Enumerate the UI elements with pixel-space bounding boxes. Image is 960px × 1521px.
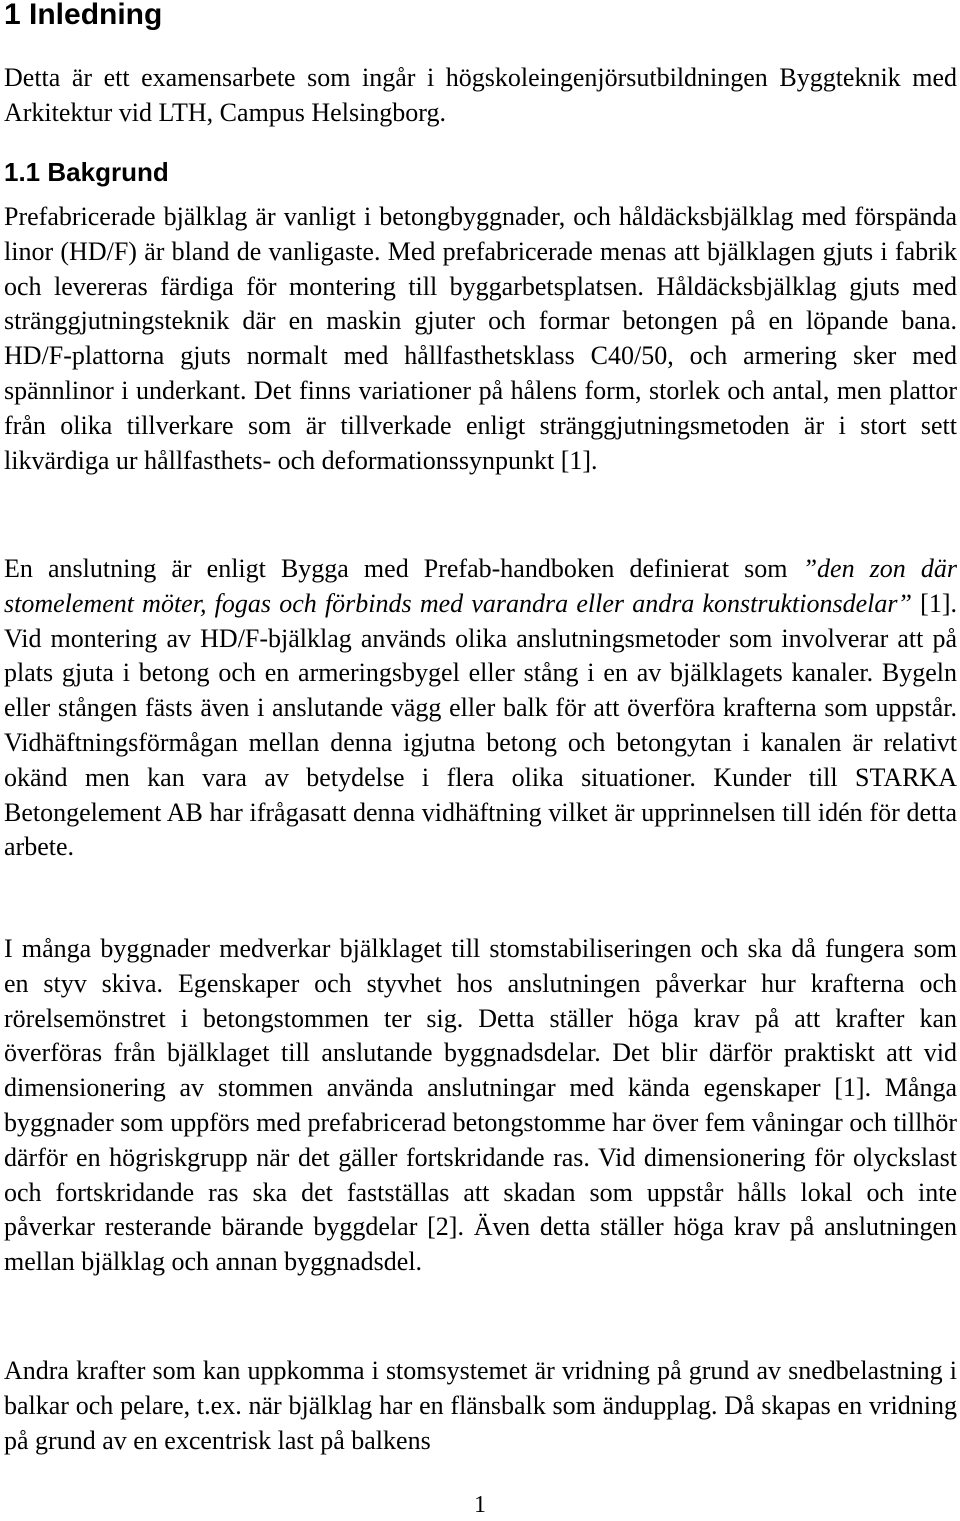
background-paragraph: Prefabricerade bjälklag är vanligt i betongbyggnader, och håldäcksbjälklag med förspända linor (HD/F) är bland de vanligaste. Med prefabricerade menas att bjälklagen gjuts i fabrik och levereras färdiga för montering till byggarbetsplatsen. Håldäcksbjälklag gjuts med stränggjutningsteknik där en maskin gjuter och formar betongen på en löpande bana. HD/F-plattorna gjuts normalt med hållfasthetsklass C40/50, och armering sker med spännlinor i underkant. Det finns variationer på hålens form, storlek och antal, men plattor från olika tillverkare som är tillverkade enligt stränggjutningsmetoden är i stort sett likvärdiga ur hållfasthets- och deformationssynpunkt [1]. [4,202,957,475]
stabilization-paragraph: I många byggnader medverkar bjälklaget till stomstabiliseringen och ska då fungera som en styv skiva. Egenskaper och styvhet hos anslutningen påverkar hur krafterna och rörelsemönstret i betongstommen ter sig. Detta ställer höga krav på att krafter kan överföras från bjälklaget till anslutande byggnadsdelar. Det blir därför praktiskt att vid dimensionering av stommen använda anslutningar med kända egenskaper [1]. Många byggnader som uppförs med prefabricerad betongstomme har över fem våningar och tillhör därför en högriskgrupp när det gäller fortskridande ras. Vid dimensionering för olyckslast och fortskridande ras ska det fastställas att skadan som uppstår hålls lokal och inte påverkar resterande bärande byggdelar [2]. Även detta ställer höga krav på anslutningen mellan bjälklag och annan byggnadsdel. [4,934,957,1277]
definition-paragraph [4,552,957,865]
intro-paragraph: Detta är ett examensarbete som ingår i högskoleingenjörsutbildningen Byggteknik med Arkitektur vid LTH, Campus Helsingborg. [4,63,957,127]
torsion-paragraph: Andra krafter som kan uppkomma i stomsystemet är vridning på grund av snedbelastning i balkar och pelare, t.ex. när bjälklag har en flänsbalk som ändupplag. Då skapas en vridning på grund av en excentrisk last på balkens [4,1356,957,1455]
chapter-heading: 1 Inledning [4,0,163,31]
definition-text-after: [1]. Vid montering av HD/F-bjälklag används olika anslutningsmetoder som involverar att på plats gjuta i betong och en armeringsbygel eller stång i en av bjälklagets kanaler. Bygeln eller stången fästs även i anslutande vägg eller balk för att överföra krafterna som uppstår. Vidhäftningsförmågan mellan denna igjutna betong och betongytan i kanalen är relativt okänd men kan vara av betydelse i flera olika situationer. Kunder till STARKA Betongelement AB har ifrågasatt denna vidhäftning vilket är upprinnelsen till idén för detta arbete. [4,588,957,862]
definition-text-before: En anslutning är enligt Bygga med Prefab-handboken definierat som [4,554,803,583]
page-number: 1 [474,1492,486,1518]
section-heading: 1.1 Bakgrund [4,157,169,187]
definition-quote: ”den zon där stomelement möter, fogas och förbinds med varandra eller andra konstruktionsdelar” [4,554,957,618]
